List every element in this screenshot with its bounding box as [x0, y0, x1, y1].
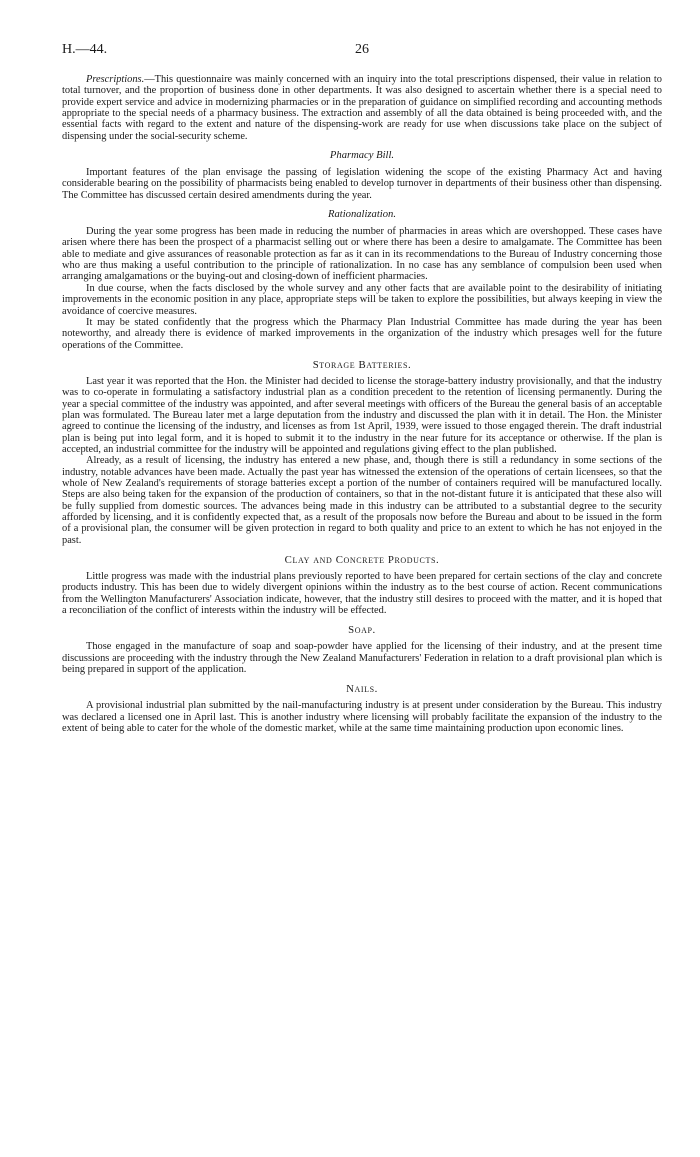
- section-rationalization: [62, 209, 662, 351]
- section-heading: Storage Batteries.: [312, 358, 412, 371]
- page-number: 26: [355, 42, 369, 57]
- body-text: [62, 74, 662, 734]
- paragraph: A provisional industrial plan submitted by the nail-manufacturing industry is at present under consideration by the Bureau. This industry was declared a licensed one in April last. This is another industry where licensing will probably facilitate the expansion of the industry to the extent of being able to cater for the whole of the domestic market, while at the same time maintaining production upon economic lines.: [62, 700, 662, 735]
- section-clay-concrete-products: [62, 554, 662, 616]
- section-heading: Rationalization.: [328, 209, 396, 221]
- paragraph: Already, as a result of licensing, the industry has entered a new phase, and, though there is still a redundancy in some sections of the industry, notable advances have been made. Actually the past year has witnessed the extension of the operations of certain licensees, so that the whole of New Zealand's requirements of storage batteries except a portion of the number of containers required will be manufactured locally. Steps are also being taken for the expansion of the production of containers, so that in the not-distant future it is anticipated that these also will be fully supplied from domestic sources. The advances being made in this industry can be attributed to a substantial degree to the security afforded by licensing, and it is confidently expected that, as a result of the proposals now before the Bureau and about to be issued in the form of a provisional plan, the consumer will be given protection in regard to both quality and price to an extent to which he has not enjoyed in the past.: [62, 455, 662, 546]
- section-heading: Clay and Concrete Products.: [284, 554, 440, 567]
- section-pharmacy-bill: [62, 150, 662, 201]
- running-head: [62, 42, 662, 62]
- paragraph: It may be stated confidently that the progress which the Pharmacy Plan Industrial Committee has made during the year has been noteworthy, and already there is evidence of marked improvements in the organization of the industry which presages well for the future operations of the Committee.: [62, 316, 662, 351]
- paragraph-text: —This questionnaire was mainly concerned with an inquiry into the total prescriptions dispensed, their value in relation to total turnover, and the proportion of business done in other departments. It was also designed to ascertain whether there is a special need to provide expert service and advice in modernizing pharmacies or in the preparation of guidance on simplified recording and accounting methods appropriate to the special needs of a pharmacy business. The extraction and assembly of all the data obtained is being proceeded with, and the essential facts with regard to the extent and nature of the dispensing-work are ready for use when discussions take place on the subject of dispensing under the social-security scheme.: [62, 74, 662, 142]
- section-heading: Pharmacy Bill.: [329, 150, 395, 162]
- paragraph: During the year some progress has been made in reducing the number of pharmacies in areas which are overshopped. These cases have arisen where there has been the prospect of a pharmacist selling out or where there has been a desire to amalgamate. The Committee has been able to mediate and give assurances of reasonable protection as far as it can in its recommendations to the Bureau of Industry concerning those who are thus making a useful contribution to the principle of rationalization. In no case has any semblance of compulsion been used when arranging amalgamations or the buying-out and closing-down of inefficient pharmacies.: [62, 226, 662, 283]
- section-prescriptions: [62, 74, 662, 142]
- paragraph: [62, 74, 662, 142]
- paragraph: In due course, when the facts disclosed by the whole survey and any other facts that are available point to the desirability of initiating improvements in the economic position in any place, appropriate steps will be taken to explore the possibilities, but always keeping in view the avoidance of coercive measures.: [62, 282, 662, 317]
- paragraph: Little progress was made with the industrial plans previously reported to have been prepared for certain sections of the clay and concrete products industry. This has been due to widely divergent opinions within the industry as to the best course of action. Recent communications from the Wellington Manufacturers' Association indicate, however, that the industry still desires to proceed with the matter, and it is hoped that a reconciliation of the conflict of interests within the industry will be effected.: [62, 571, 662, 617]
- document-reference: H.—44.: [62, 42, 108, 57]
- section-soap: [62, 624, 662, 675]
- section-storage-batteries: [62, 359, 662, 546]
- section-heading: Soap.: [348, 624, 376, 637]
- run-in-heading: Prescriptions.: [86, 74, 145, 85]
- paragraph: Last year it was reported that the Hon. the Minister had decided to license the storage-battery industry provisionally, and that the industry was to co-operate in formulating a satisfactory industrial plan as a condition precedent to the retention of licensing permanently. During the year a special committee of the industry was appointed, and after several meetings with officers of the Bureau the general basis of an acceptable plan was formulated. The Bureau later met a large deputation from the industry and discussed the plan with it in detail. The Hon. the Minister agreed to continue the licensing of the industry, and licenses as from 1st April, 1939, were issued to those engaged therein. The draft industrial plan is being put into legal form, and it is hoped to submit it to the industry in the near future for its acceptance or otherwise. If the plan is accepted, an industrial committee for the industry will be appointed and regulations giving effect to the plan published.: [62, 375, 662, 455]
- paragraph: Important features of the plan envisage the passing of legislation widening the scope of the existing Pharmacy Act and having considerable bearing on the possibility of pharmacists being enabled to develop turnover in departments of their business other than dispensing. The Committee has discussed certain desired amendments during the year.: [62, 167, 662, 201]
- section-nails: [62, 683, 662, 734]
- paragraph: Those engaged in the manufacture of soap and soap-powder have applied for the licensing of their industry, and at the present time discussions are proceeding with the industry through the New Zealand Manufacturers' Federation in relation to a draft provisional plan which is being prepared in support of the application.: [62, 641, 662, 676]
- section-heading: Nails.: [346, 683, 378, 696]
